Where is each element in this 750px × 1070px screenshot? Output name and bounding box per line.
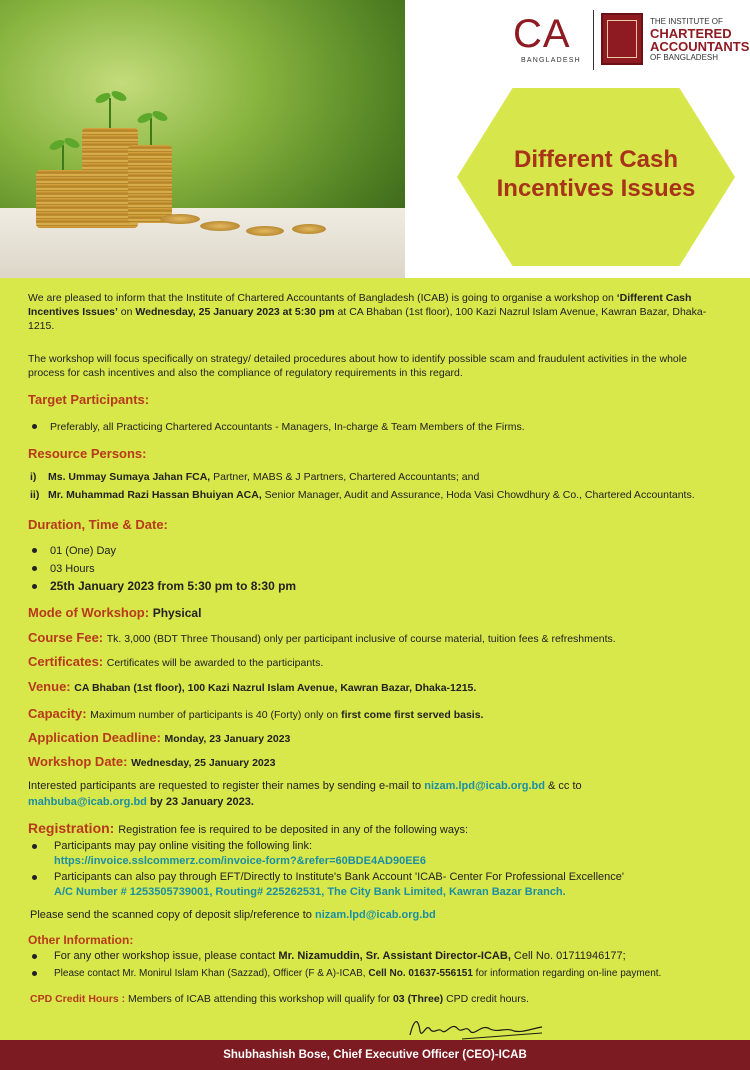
cpd-text: Members of ICAB attending this workshop will qualify for [128, 993, 393, 1005]
cpd-hours: 03 (Three) [392, 993, 444, 1005]
logo-institute-line3: ACCOUNTANTS [650, 39, 750, 54]
cpd-text: CPD credit hours. [443, 993, 529, 1005]
icab-logo [513, 10, 750, 70]
duration-item: 03 Hours [50, 563, 95, 575]
workshop-date-value: Wednesday, 25 January 2023 [131, 757, 276, 769]
other-info-text: for information regarding on-line payment. [472, 968, 662, 979]
logo-institute-line1: THE INSTITUTE OF [650, 17, 723, 26]
bullet [32, 875, 37, 880]
intro-paragraph-1 [28, 291, 718, 333]
contact-cell: Cell No. 01711946177; [510, 950, 626, 962]
capacity-emphasis: first come first served basis. [341, 709, 484, 721]
other-info-item-1 [54, 950, 626, 963]
bullet [32, 566, 37, 571]
target-heading: Target Participants: [28, 392, 150, 407]
register-info-line-1 [28, 780, 582, 793]
intro-text: on [117, 306, 136, 318]
fee-label: Course Fee: [28, 630, 107, 645]
certificates-value: Certificates will be awarded to the participants. [106, 657, 324, 669]
email-link[interactable]: nizam.lpd@icab.org.bd [424, 780, 545, 792]
leaf [63, 136, 81, 150]
sprout [62, 145, 64, 170]
payment-link[interactable]: https://invoice.sslcommerz.com/invoice-form?&refer=60BDE4AD90EE6 [54, 855, 426, 867]
email-link[interactable]: nizam.lpd@icab.org.bd [314, 909, 436, 921]
seal-icon [601, 13, 643, 65]
venue-label: Venue: [28, 679, 75, 694]
resource-number: ii) [30, 489, 40, 501]
logo-institute-line2: CHARTERED [650, 26, 732, 41]
venue-line [28, 680, 476, 695]
bullet [32, 424, 37, 429]
coin [160, 214, 200, 224]
register-deadline: by 23 January 2023. [146, 796, 254, 808]
registration-option-2: Participants can also pay through EFT/Directly to Institute's Bank Account 'ICAB- Center For Professional Excellence' [54, 871, 625, 883]
registration-line [28, 822, 468, 837]
contact-cell: Cell No. 01637-556151 [368, 968, 473, 979]
duration-heading: Duration, Time & Date: [28, 517, 168, 532]
certificates-line [28, 655, 323, 670]
coin-stack [36, 170, 88, 228]
resource-detail: Partner, MABS & J Partners, Chartered Accountants; and [210, 471, 480, 483]
scan-copy-line [30, 909, 436, 922]
intro-paragraph-2: The workshop will focus specifically on strategy/ detailed procedures about how to identify possible scam and fraudulent activities in the whole process for cash incentives and also the compliance of regulatory requirements in this regard. [28, 353, 687, 379]
register-info-text: & cc to [544, 780, 582, 792]
mode-value: Physical [152, 606, 202, 620]
deadline-label: Application Deadline: [28, 730, 165, 745]
resource-item-1 [48, 471, 479, 484]
leaf [151, 109, 169, 123]
logo-country: BANGLADESH [521, 57, 581, 64]
fee-line [28, 631, 616, 646]
deadline-value: Monday, 23 January 2023 [164, 733, 291, 745]
bullet [32, 584, 37, 589]
resource-heading: Resource Persons: [28, 446, 147, 461]
page-title-line1: Different Cash [513, 146, 679, 173]
resource-item-2 [48, 489, 695, 502]
intro-text: at CA Bhaban (1st floor), 100 Kazi Nazrul Islam Avenue, Kawran Bazar, Dhaka-1215. [28, 306, 707, 332]
logo-divider [593, 10, 594, 70]
bullet [32, 971, 37, 976]
capacity-label: Capacity: [28, 706, 91, 721]
mode-label: Mode of Workshop: [28, 605, 153, 620]
intro-text: We are pleased to inform that the Institute of Chartered Accountants of Bangladesh (ICAB) is going to organise a workshop on [28, 292, 617, 304]
cpd-line [30, 993, 529, 1006]
registration-option-1: Participants may pay online visiting the following link: [54, 840, 313, 852]
page-title-line2: Incentives Issues [496, 175, 696, 202]
sprout [150, 118, 152, 145]
duration-item: 01 (One) Day [50, 545, 117, 557]
footer-signatory: Shubhashish Bose, Chief Executive Officer (CEO)-ICAB [0, 1040, 750, 1070]
coin [292, 224, 326, 234]
signature-icon [402, 1009, 562, 1043]
other-info-text: For any other workshop issue, please contact [54, 950, 279, 962]
coin [200, 221, 240, 231]
deadline-line [28, 731, 290, 746]
fee-value: Tk. 3,000 (BDT Three Thousand) only per participant inclusive of course material, tuition fees & refreshments. [106, 633, 616, 645]
sprout [109, 98, 111, 128]
certificates-label: Certificates: [28, 654, 107, 669]
leaf [110, 89, 128, 103]
capacity-line [28, 707, 483, 722]
contact-name: Mr. Nizamuddin, Sr. Assistant Director-ICAB, [278, 950, 511, 962]
resource-detail: Senior Manager, Audit and Assurance, Hoda Vasi Chowdhury & Co., Chartered Accountants. [261, 489, 695, 501]
header [0, 0, 750, 278]
register-info-line-2 [28, 796, 254, 809]
register-info-text: Interested participants are requested to register their names by sending e-mail to [28, 780, 425, 792]
duration-item: 25th January 2023 from 5:30 pm to 8:30 pm [50, 579, 297, 593]
cpd-label: CPD Credit Hours : [30, 993, 129, 1005]
workshop-topic: ‘Different Cash Incentives Issues’ [28, 292, 692, 318]
other-info-heading: Other Information: [28, 933, 134, 947]
bullet [32, 954, 37, 959]
workshop-datetime: Wednesday, 25 January 2023 at 5:30 pm [135, 306, 335, 318]
resource-name: Ms. Ummay Sumaya Jahan FCA, [48, 471, 211, 483]
title-hexagon [457, 88, 735, 266]
venue-value: CA Bhaban (1st floor), 100 Kazi Nazrul Islam Avenue, Kawran Bazar, Dhaka-1215. [74, 682, 477, 694]
coin [246, 226, 284, 236]
capacity-value: Maximum number of participants is 40 (Forty) only on [90, 709, 342, 721]
bullet [32, 548, 37, 553]
logo-institute-line4: OF BANGLADESH [650, 53, 719, 62]
coins-photo [0, 0, 405, 278]
registration-value: Registration fee is required to be deposited in any of the following ways: [118, 824, 468, 836]
resource-number: i) [30, 471, 37, 483]
registration-label: Registration: [28, 820, 119, 836]
mode-line [28, 606, 201, 621]
scan-copy-text: Please send the scanned copy of deposit slip/reference to [30, 909, 315, 921]
workshop-date-label: Workshop Date: [28, 754, 132, 769]
coin-stack [128, 145, 172, 223]
workshop-date-line [28, 755, 275, 770]
bullet [32, 844, 37, 849]
logo-ca-mark: CA [513, 12, 571, 56]
email-link[interactable]: mahbuba@icab.org.bd [28, 796, 147, 808]
bank-account-details: A/C Number # 1253505739001, Routing# 225262531, The City Bank Limited, Kawran Bazar Branch. [54, 886, 566, 898]
other-info-item-2 [54, 967, 661, 980]
other-info-text: Please contact Mr. Monirul Islam Khan (Sazzad), Officer (F & A)-ICAB, [54, 968, 369, 979]
target-item: Preferably, all Practicing Chartered Accountants - Managers, In-charge & Team Members of the Firms. [50, 421, 525, 433]
resource-name: Mr. Muhammad Razi Hassan Bhuiyan ACA, [48, 489, 262, 501]
